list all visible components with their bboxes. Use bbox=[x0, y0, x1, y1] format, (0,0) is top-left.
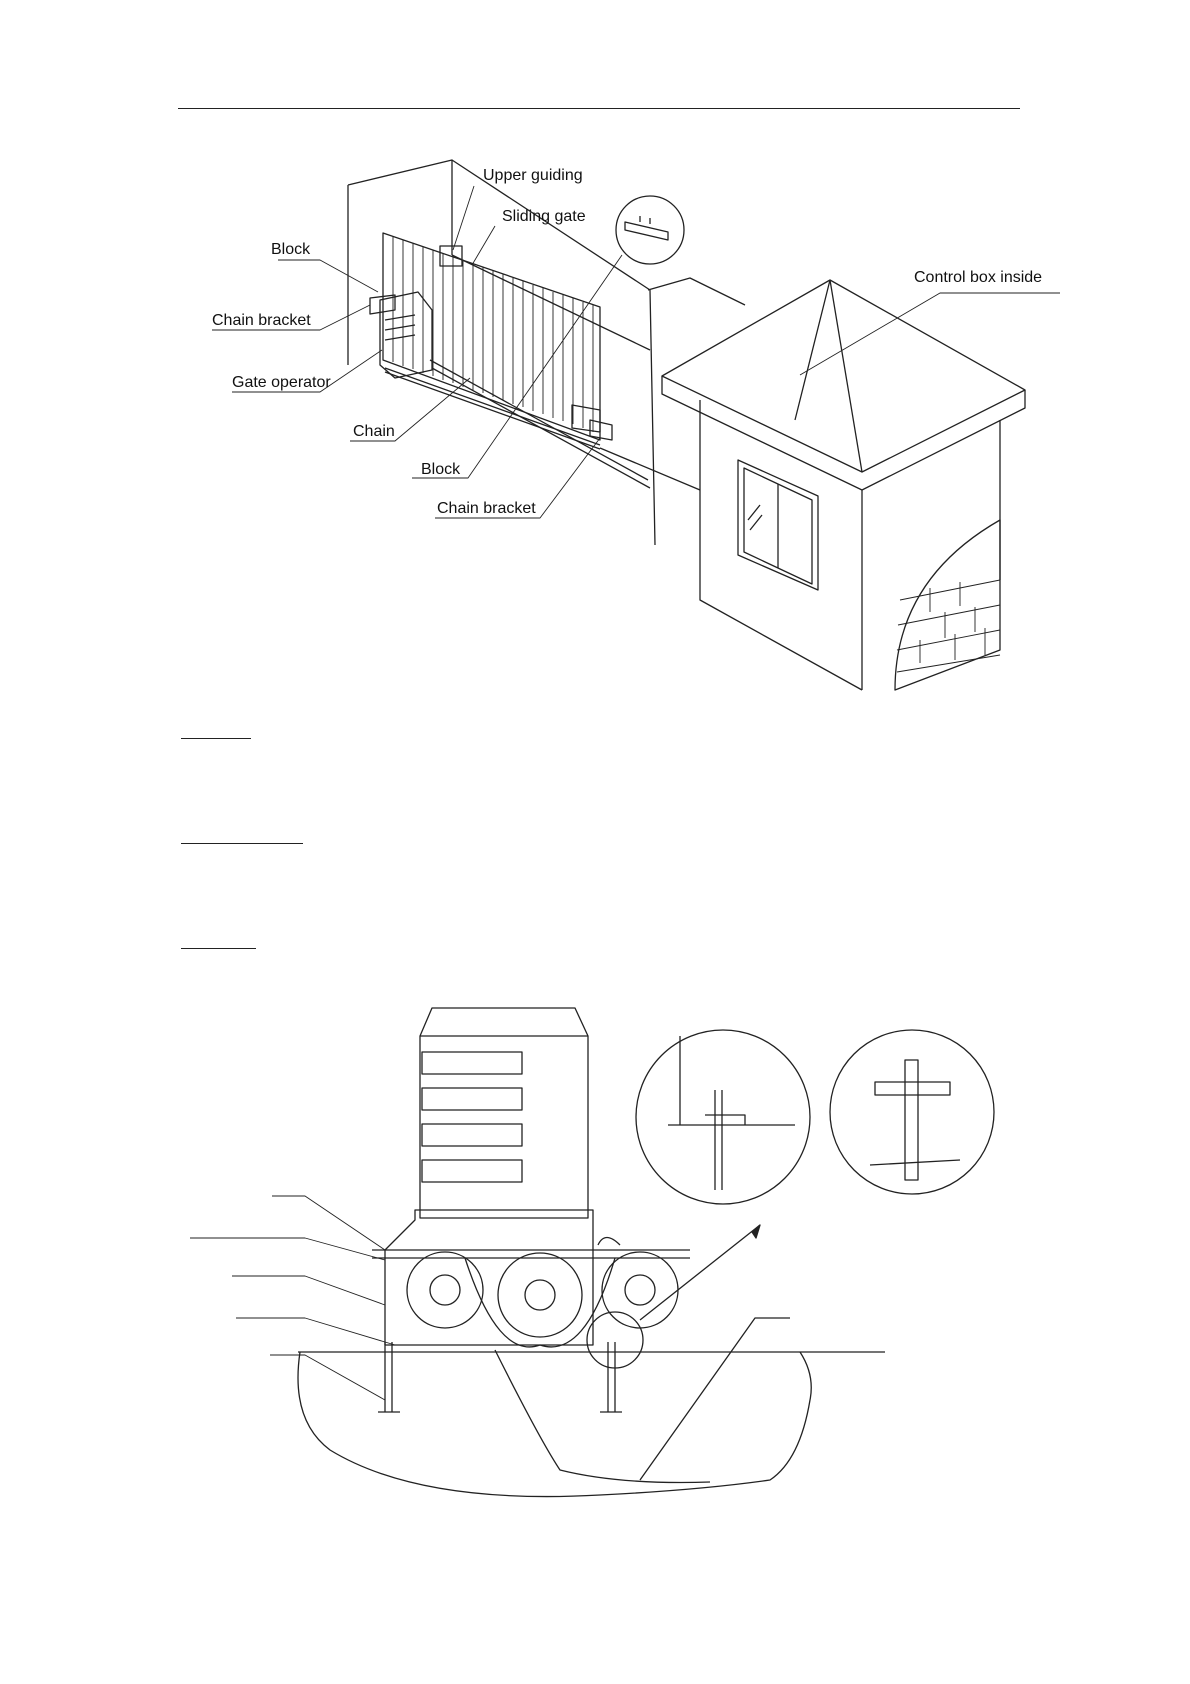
label-block-bottom: Block bbox=[421, 461, 461, 478]
label-upper-guiding: Upper guiding bbox=[483, 167, 583, 184]
label-chain: Chain bbox=[353, 423, 395, 440]
label-chain-bracket-left: Chain bracket bbox=[212, 312, 311, 329]
label-block-top: Block bbox=[271, 241, 311, 258]
label-control-box: Control box inside bbox=[914, 269, 1043, 286]
label-gate-operator: Gate operator bbox=[232, 374, 331, 391]
label-sliding-gate: Sliding gate bbox=[502, 208, 586, 225]
label-chain-bracket-right: Chain bracket bbox=[437, 500, 536, 517]
